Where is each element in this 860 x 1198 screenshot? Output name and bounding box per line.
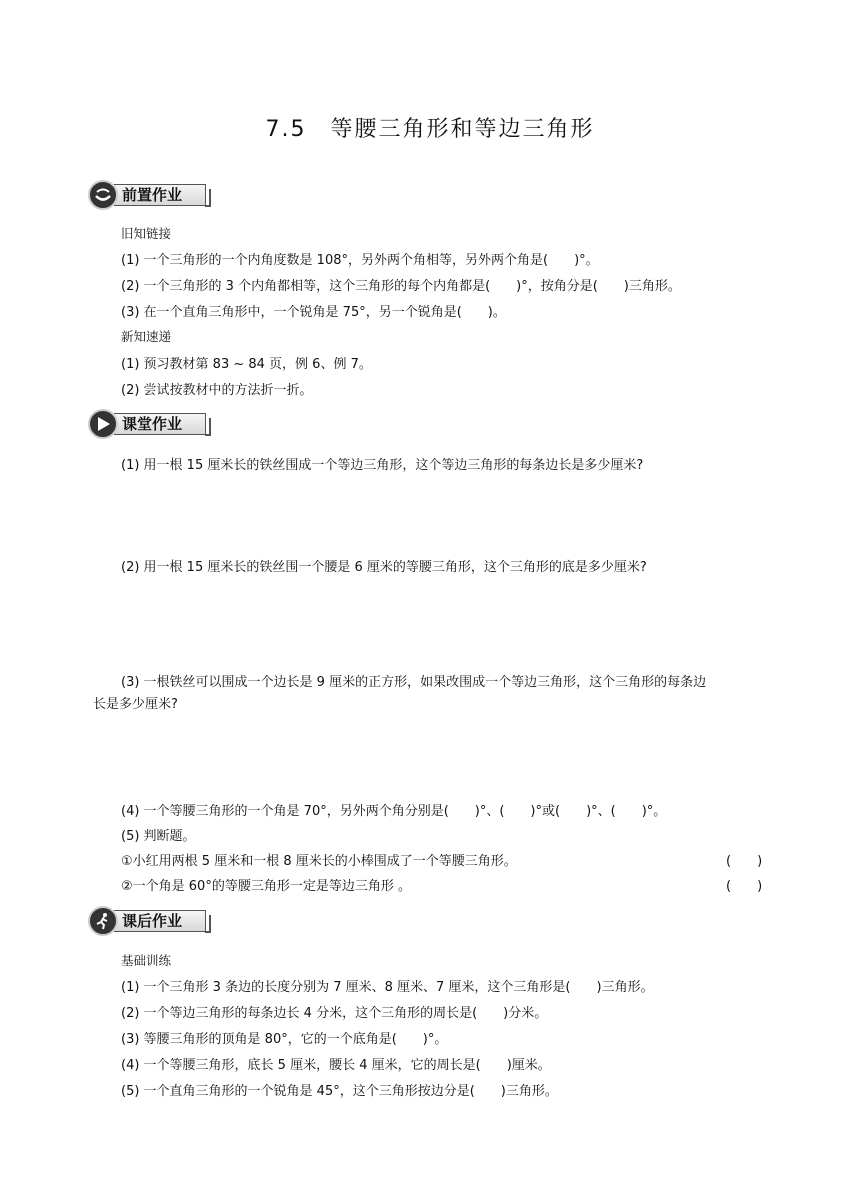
question-text: (2) 用一根 15 厘米长的铁丝围一个腰是 6 厘米的等腰三角形，这个三角形的底是多少厘米?	[121, 560, 647, 575]
subheading-old-knowledge: 旧知链接	[121, 226, 172, 241]
subheading-new-knowledge: 新知速递	[121, 329, 172, 344]
judgment-answer-blank: ( )	[726, 854, 763, 869]
question-text: (1) 用一根 15 厘米长的铁丝围成一个等边三角形，这个等边三角形的每条边长是多少厘米?	[121, 458, 644, 473]
judgment-item: ①小红用两根 5 厘米和一根 8 厘米长的小棒围成了一个等腰三角形。	[121, 854, 517, 869]
section-banner-pre	[88, 178, 212, 212]
banner-label: 课堂作业	[114, 413, 206, 435]
judgment-item: ②一个角是 60°的等腰三角形一定是等边三角形 。	[121, 879, 411, 894]
judgment-answer-blank: ( )	[726, 879, 763, 894]
page-title: 7.5 等腰三角形和等边三角形	[265, 117, 595, 142]
section-banner-class	[88, 407, 212, 441]
question-text: (3) 在一个直角三角形中，一个锐角是 75°，另一个锐角是( )。	[121, 305, 506, 320]
question-text: (2) 尝试按教材中的方法折一折。	[121, 383, 313, 398]
banner-label: 课后作业	[114, 910, 206, 932]
subheading-basic-training: 基础训练	[121, 953, 172, 968]
question-text-continued: 长是多少厘米?	[93, 697, 178, 712]
section-banner-after	[88, 904, 212, 938]
play-arrow-icon	[88, 409, 118, 439]
runner-icon	[88, 906, 118, 936]
question-text: (1) 一个三角形 3 条边的长度分别为 7 厘米、8 厘米、7 厘米，这个三角形是( )三角形。	[121, 980, 654, 995]
question-text: (5) 一个直角三角形的一个锐角是 45°，这个三角形按边分是( )三角形。	[121, 1084, 558, 1099]
smile-swirl-icon	[88, 180, 118, 210]
question-text: (2) 一个三角形的 3 个内角都相等，这个三角形的每个内角都是( )°，按角分是( )三角形。	[121, 279, 681, 294]
question-text: (1) 一个三角形的一个内角度数是 108°，另外两个角相等，另外两个角是( )°。	[121, 253, 599, 268]
question-text: (3) 等腰三角形的顶角是 80°，它的一个底角是( )°。	[121, 1032, 448, 1047]
question-text: (2) 一个等边三角形的每条边长 4 分米，这个三角形的周长是( )分米。	[121, 1006, 548, 1021]
banner-label: 前置作业	[114, 184, 206, 206]
question-text: (4) 一个等腰三角形，底长 5 厘米，腰长 4 厘米，它的周长是( )厘米。	[121, 1058, 551, 1073]
question-text: (4) 一个等腰三角形的一个角是 70°，另外两个角分别是( )°、( )°或( )°、( )°。	[121, 804, 667, 819]
question-text: (3) 一根铁丝可以围成一个边长是 9 厘米的正方形，如果改围成一个等边三角形，这个三角形的每条边	[121, 675, 707, 690]
question-text: (5) 判断题。	[121, 829, 196, 844]
question-text: (1) 预习教材第 83 ~ 84 页，例 6、例 7。	[121, 357, 372, 372]
